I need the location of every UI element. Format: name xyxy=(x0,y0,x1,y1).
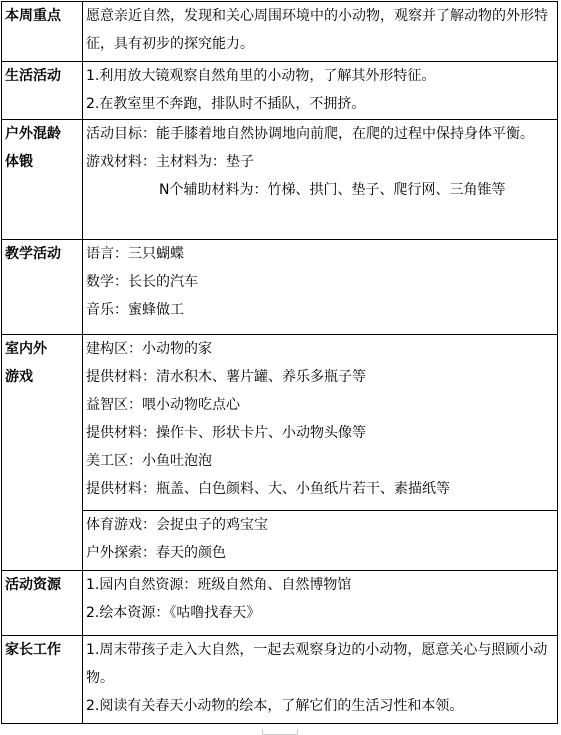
content-line: N个辅助材料为：竹梯、拱门、垫子、爬行网、三角锥等 xyxy=(159,182,506,198)
row-label-text: 室内外游戏 xyxy=(5,341,47,385)
table-row xyxy=(2,120,558,240)
content-line: 建构区：小动物的家 xyxy=(86,341,212,357)
table-row xyxy=(2,62,558,120)
row-content xyxy=(83,335,558,511)
table-row xyxy=(2,571,558,636)
content-line: 数学：长长的汽车 xyxy=(86,274,198,290)
weekly-plan-table xyxy=(1,1,558,724)
content-line: 提供材料：清水积木、薯片罐、养乐多瓶子等 xyxy=(86,369,366,385)
row-label: 家长工作 xyxy=(2,636,83,724)
content-line: 2.绘本资源：《咕噜找春天》 xyxy=(86,605,261,621)
content-line: 音乐：蜜蜂做工 xyxy=(86,302,184,318)
content-line: 1.利用放大镜观察自然角里的小动物，了解其外形特征。 xyxy=(86,68,436,84)
content-line: 1.周末带孩子走入大自然，一起去观察身边的小动物，愿意关心与照顾小动物。 xyxy=(86,642,548,686)
content-line: 提供材料：操作卡、形状卡片、小动物头像等 xyxy=(86,425,366,441)
content-line: 游戏材料：主材料为：垫子 xyxy=(86,154,254,170)
content-line: 户外探索：春天的颜色 xyxy=(86,545,226,561)
content-line: 语言：三只蝴蝶 xyxy=(86,246,184,262)
row-label: 生活活动 xyxy=(2,62,83,120)
row-label: 本周重点 xyxy=(2,2,83,62)
row-content xyxy=(83,120,558,240)
content-line: 2.在教室里不奔跑，排队时不插队，不拥挤。 xyxy=(86,96,366,112)
content-line: 美工区：小鱼吐泡泡 xyxy=(86,453,212,469)
row-content xyxy=(83,240,558,335)
table-row xyxy=(2,511,558,571)
content-line: 2.阅读有关春天小动物的绘本，了解它们的生活习性和本领。 xyxy=(86,698,464,714)
row-content xyxy=(83,62,558,120)
content-line: 1.园内自然资源：班级自然角、自然博物馆 xyxy=(86,577,352,593)
row-label xyxy=(2,335,83,571)
page-edge-mark xyxy=(262,729,298,735)
content-line: 体育游戏：会捉虫子的鸡宝宝 xyxy=(86,517,268,533)
row-label: 活动资源 xyxy=(2,571,83,636)
row-label xyxy=(2,120,83,240)
content-line: 活动目标：能手膝着地自然协调地向前爬，在爬的过程中保持身体平衡。 xyxy=(86,126,534,142)
content-line: 愿意亲近自然，发现和关心周围环境中的小动物，观察并了解动物的外形特征，具有初步的探究能力。 xyxy=(86,8,548,52)
table-row xyxy=(2,335,558,511)
table-row xyxy=(2,240,558,335)
content-line: 提供材料：瓶盖、白色颜料、大、小鱼纸片若干、素描纸等 xyxy=(86,481,450,497)
row-content xyxy=(83,636,558,724)
table-row xyxy=(2,636,558,724)
row-content xyxy=(83,511,558,571)
table-row xyxy=(2,2,558,62)
row-label-text: 户外混龄体锻 xyxy=(5,126,61,170)
row-content xyxy=(83,571,558,636)
content-line: 益智区：喂小动物吃点心 xyxy=(86,397,240,413)
row-label: 教学活动 xyxy=(2,240,83,335)
row-content xyxy=(83,2,558,62)
